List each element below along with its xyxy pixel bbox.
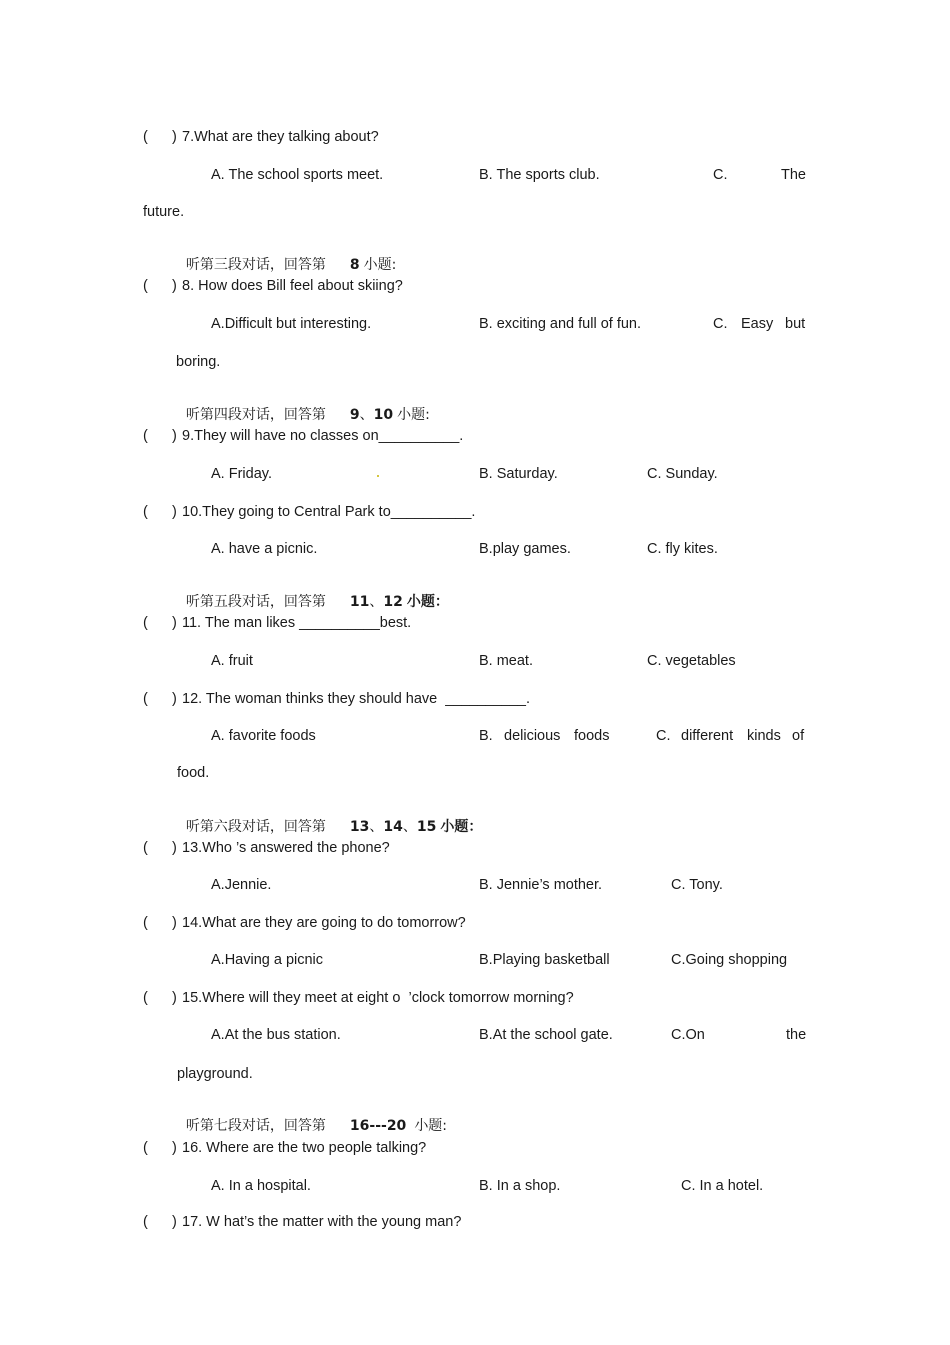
answer-blank: ( ) <box>143 691 177 707</box>
section-number: 15 <box>416 819 437 835</box>
question-17: 17. W hat’s the matter with the young man? <box>182 1214 462 1230</box>
question-12: 12. The woman thinks they should have __________. <box>182 691 530 707</box>
section-text: 听第三段对话，回答第 <box>185 257 326 273</box>
section-number: 16---20 <box>349 1118 407 1134</box>
option-a: A. Friday. <box>211 466 272 482</box>
question-7: 7.What are they talking about? <box>182 129 379 145</box>
option-c-label: C. <box>713 167 728 183</box>
option-b: B. Saturday. <box>479 466 558 482</box>
option-a: A. have a picnic. <box>211 541 318 557</box>
option-a: A.Jennie. <box>211 877 272 893</box>
section-number: 10 <box>373 407 394 423</box>
section-separator: 、 <box>402 819 417 835</box>
option-b-word: delicious <box>504 728 561 744</box>
answer-blank: ( ) <box>143 504 177 520</box>
section-number: 14 <box>383 819 403 835</box>
option-c-word: but <box>785 316 806 332</box>
option-b: B. In a shop. <box>479 1178 561 1194</box>
option-a: A. favorite foods <box>211 728 316 744</box>
answer-blank: ( ) <box>143 129 177 145</box>
section-suffix: 小题: <box>397 407 430 423</box>
section-heading-3 <box>177 238 396 274</box>
section-number: 9 <box>349 407 360 423</box>
option-b: B. The sports club. <box>479 167 600 183</box>
option-c-label: C. <box>713 316 728 332</box>
option-c-word: kinds <box>747 728 781 744</box>
option-a: A. fruit <box>211 653 253 669</box>
question-10: 10.They going to Central Park to__________. <box>182 504 476 520</box>
option-b: B.At the school gate. <box>479 1027 613 1043</box>
section-text: 听第七段对话，回答第 <box>185 1118 326 1134</box>
section-heading-4 <box>177 388 430 424</box>
option-b-label: B. <box>479 728 493 744</box>
option-c-label: C. <box>656 728 671 744</box>
option-c-text: The <box>781 167 806 183</box>
question-11: 11. The man likes __________best. <box>182 615 412 631</box>
option-c-word: Easy <box>741 316 774 332</box>
option-b: B.Playing basketball <box>479 952 610 968</box>
option-c-continued: playground. <box>177 1066 253 1082</box>
option-a: A. The school sports meet. <box>211 167 384 183</box>
option-c: C.Going shopping <box>671 952 788 968</box>
answer-blank: ( ) <box>143 990 177 1006</box>
answer-blank: ( ) <box>143 840 177 856</box>
question-16: 16. Where are the two people talking? <box>182 1140 427 1156</box>
answer-blank: ( ) <box>143 615 177 631</box>
option-b: B.play games. <box>479 541 571 557</box>
section-separator: 、 <box>359 407 374 423</box>
question-14: 14.What are they are going to do tomorrow? <box>182 915 466 931</box>
section-text: 听第六段对话，回答第 <box>185 819 326 835</box>
stray-mark <box>377 475 379 477</box>
section-suffix: 小题: <box>363 257 397 273</box>
answer-blank: ( ) <box>143 278 177 294</box>
question-8: 8. How does Bill feel about skiing? <box>182 278 403 294</box>
option-b: B. Jennie’s mother. <box>479 877 603 893</box>
section-heading-6 <box>177 800 482 836</box>
section-heading-5 <box>177 575 449 611</box>
option-b: B. meat. <box>479 653 533 669</box>
section-number: 11 <box>349 594 370 610</box>
answer-blank: ( ) <box>143 1140 177 1156</box>
option-c-continued: food. <box>177 765 210 781</box>
answer-blank: ( ) <box>143 428 177 444</box>
option-c-word: of <box>792 728 805 744</box>
option-c: C. vegetables <box>647 653 736 669</box>
answer-blank: ( ) <box>143 915 177 931</box>
question-13: 13.Who ’s answered the phone? <box>182 840 390 856</box>
answer-blank: ( ) <box>143 1214 177 1230</box>
option-c-continued: future. <box>143 204 185 220</box>
section-separator: 、 <box>369 594 384 610</box>
section-suffix: 小题： <box>406 594 449 610</box>
question-9: 9.They will have no classes on__________. <box>182 428 464 444</box>
section-number: 12 <box>383 594 403 610</box>
section-text: 听第四段对话，回答第 <box>185 407 326 423</box>
section-heading-7 <box>177 1099 447 1135</box>
option-c: C. Sunday. <box>647 466 718 482</box>
option-c-text: C.On <box>671 1027 705 1043</box>
option-a: A. In a hospital. <box>211 1178 311 1194</box>
section-suffix: 小题： <box>440 819 483 835</box>
option-c-continued: boring. <box>176 354 221 370</box>
option-c: C. Tony. <box>671 877 723 893</box>
section-suffix: 小题: <box>414 1118 448 1134</box>
section-number: 13 <box>349 819 370 835</box>
section-separator: 、 <box>369 819 384 835</box>
option-a: A.Difficult but interesting. <box>211 316 372 332</box>
option-a: A.Having a picnic <box>211 952 324 968</box>
section-number: 8 <box>349 257 360 273</box>
option-b-word: foods <box>574 728 610 744</box>
option-c: C. fly kites. <box>647 541 718 557</box>
option-c: C. In a hotel. <box>681 1178 764 1194</box>
option-a: A.At the bus station. <box>211 1027 341 1043</box>
option-c-word: different <box>681 728 734 744</box>
question-15: 15.Where will they meet at eight o ’clock tomorrow morning? <box>182 990 574 1006</box>
option-b: B. exciting and full of fun. <box>479 316 642 332</box>
option-c-word: the <box>786 1027 807 1043</box>
section-text: 听第五段对话，回答第 <box>185 594 326 610</box>
